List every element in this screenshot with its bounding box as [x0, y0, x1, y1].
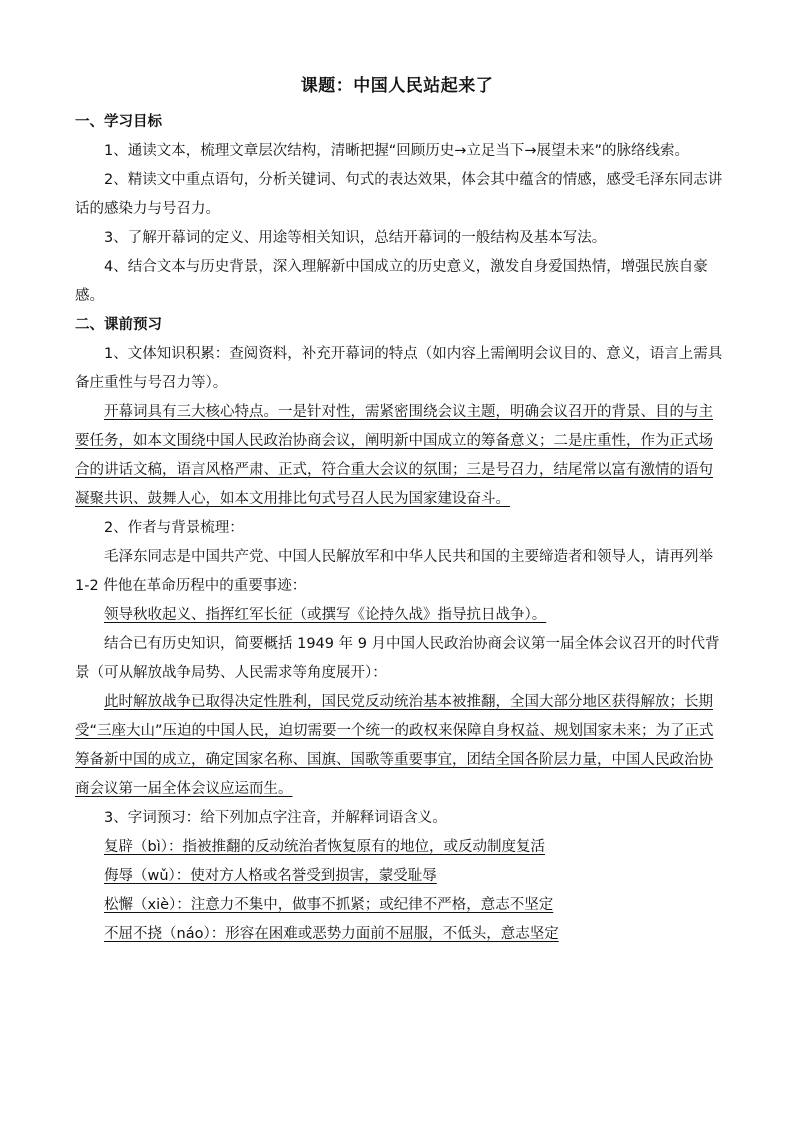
page-title: 课题：中国人民站起来了: [300, 76, 494, 96]
vocabulary-item: 松懈（xiè）：注意力不集中，做事不抓紧；或纪律不严格，意志不坚定: [104, 897, 554, 913]
objective-item: 4、结合文本与历史背景，深入理解新中国成立的历史意义，激发自身爱国热情，增强民族自豪感。: [75, 259, 708, 304]
section-heading-preview: 二、课前预习: [75, 317, 162, 333]
answer-background: 此时解放战争已取得决定性胜利，国民党反动统治基本被推翻，全国大部分地区获得解放；长期受“三座大山”压迫的中国人民，迫切需要一个统一的政权来保障自身权益、规划国家未来；为了正式筹备新中国的成立，确定国家名称、国旗、国歌等重要事宜，团结全国各阶层力量，中国人民政治协商会议第一届全体会议应运而生。: [75, 694, 714, 797]
objective-item: 1、通读文本，梳理文章层次结构，清晰把握“回顾历史→立足当下→展望未来”的脉络线索。: [104, 143, 690, 159]
question-author: 毛泽东同志是中国共产党、中国人民解放军和中华人民共和国的主要缔造者和领导人，请再列举 1-2 件他在革命历程中的重要事迹：: [75, 549, 713, 594]
objective-item: 3、了解开幕词的定义、用途等相关知识，总结开幕词的一般结构及基本写法。: [104, 230, 607, 246]
vocabulary-item: 不屈不挠（náo）：形容在困难或恶势力面前不屈服，不低头，意志坚定: [104, 926, 559, 942]
question-background: 结合已有历史知识，简要概括 1949 年 9 月中国人民政治协商会议第一届全体会议召开的时代背景（可从解放战争局势、人民需求等角度展开）：: [75, 636, 720, 681]
question-vocabulary: 3、字词预习：给下列加点字注音，并解释词语含义。: [104, 810, 447, 826]
document-body: [75, 108, 723, 949]
objective-item: 2、精读文中重点语句，分析关键词、句式的表达效果，体会其中蕴含的情感，感受毛泽东同志讲话的感染力与号召力。: [75, 172, 723, 217]
answer-genre: 开幕词具有三大核心特点。一是针对性，需紧密围绕会议主题，明确会议召开的背景、目的与主要任务，如本文围绕中国人民政治协商会议，阐明新中国成立的筹备意义；二是庄重性，作为正式场合的讲话文稿，语言风格严肃、正式，符合重大会议的氛围；三是号召力，结尾常以富有激情的语句凝聚共识、鼓舞人心，如本文用排比句式号召人民为国家建设奋斗。: [75, 404, 713, 507]
question-genre: 1、文体知识积累：查阅资料，补充开幕词的特点（如内容上需阐明会议目的、意义，语言上需具备庄重性与号召力等）。: [75, 346, 723, 391]
answer-author: 领导秋收起义、指挥红军长征（或撰写《论持久战》指导抗日战争）。: [104, 607, 547, 623]
question-author-title: 2、作者与背景梳理：: [104, 520, 244, 536]
vocabulary-item: 复辟（bì）：指被推翻的反动统治者恢复原有的地位，或反动制度复活: [104, 839, 545, 855]
vocabulary-item: 侮辱（wǔ）：使对方人格或名誉受到损害，蒙受耻辱: [104, 868, 437, 884]
section-heading-objectives: 一、学习目标: [75, 114, 162, 130]
